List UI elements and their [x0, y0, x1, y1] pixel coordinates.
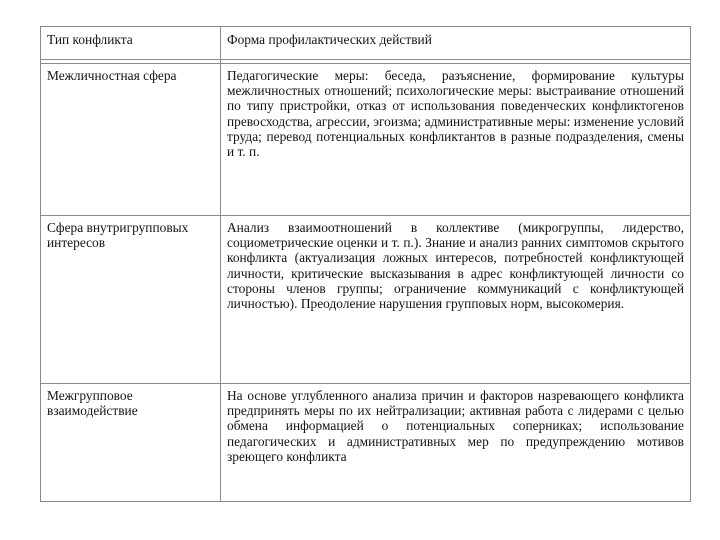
prevention-actions-cell: На основе углубленного анализа причин и факторов назревающего конфликта предпринять меры по их нейтрализации; активная работа с лидерами с целью обмена информацией о потенциальных соперниках; использование педагогических и административных мер по предупреждению мотивов зреющего конфликта: [221, 384, 691, 502]
table-row: [41, 216, 691, 384]
table-row: [41, 64, 691, 216]
conflict-type-cell: Сфера внутригрупповых интересов: [41, 216, 221, 384]
conflict-type-cell: Межличностная сфера: [41, 64, 221, 216]
header-conflict-type: Тип конфликта: [41, 27, 221, 60]
prevention-actions-cell: Анализ взаимоотношений в коллективе (микрогруппы, лидерство, социометрические оценки и т. п.). Знание и анализ ранних симптомов скрытого конфликта (актуализация ложных интересов, потребностей конфликтующей личности, критические высказывания в адрес конфликтующей личности со стороны членов группы; ограничение коммуникаций с конфликтующей личностью). Преодоление нарушения групповых норм, высокомерия.: [221, 216, 691, 384]
prevention-actions-cell: Педагогические меры: беседа, разъяснение, формирование культуры межличностных отношений; психологические меры: выстраивание отношений по типу пристройки, отказ от использования поведенческих конфликтогенов превосходства, агрессии, эгоизма; административные меры: изменение условий труда; перевод потенциальных конфликтантов в разные подразделения, смены и т. п.: [221, 64, 691, 216]
conflict-type-cell: Межгрупповое взаимодействие: [41, 384, 221, 502]
table-row: [41, 384, 691, 502]
header-prevention-form: Форма профилактических действий: [221, 27, 691, 60]
table-header-row: [41, 27, 691, 60]
conflict-prevention-table: [40, 26, 691, 502]
